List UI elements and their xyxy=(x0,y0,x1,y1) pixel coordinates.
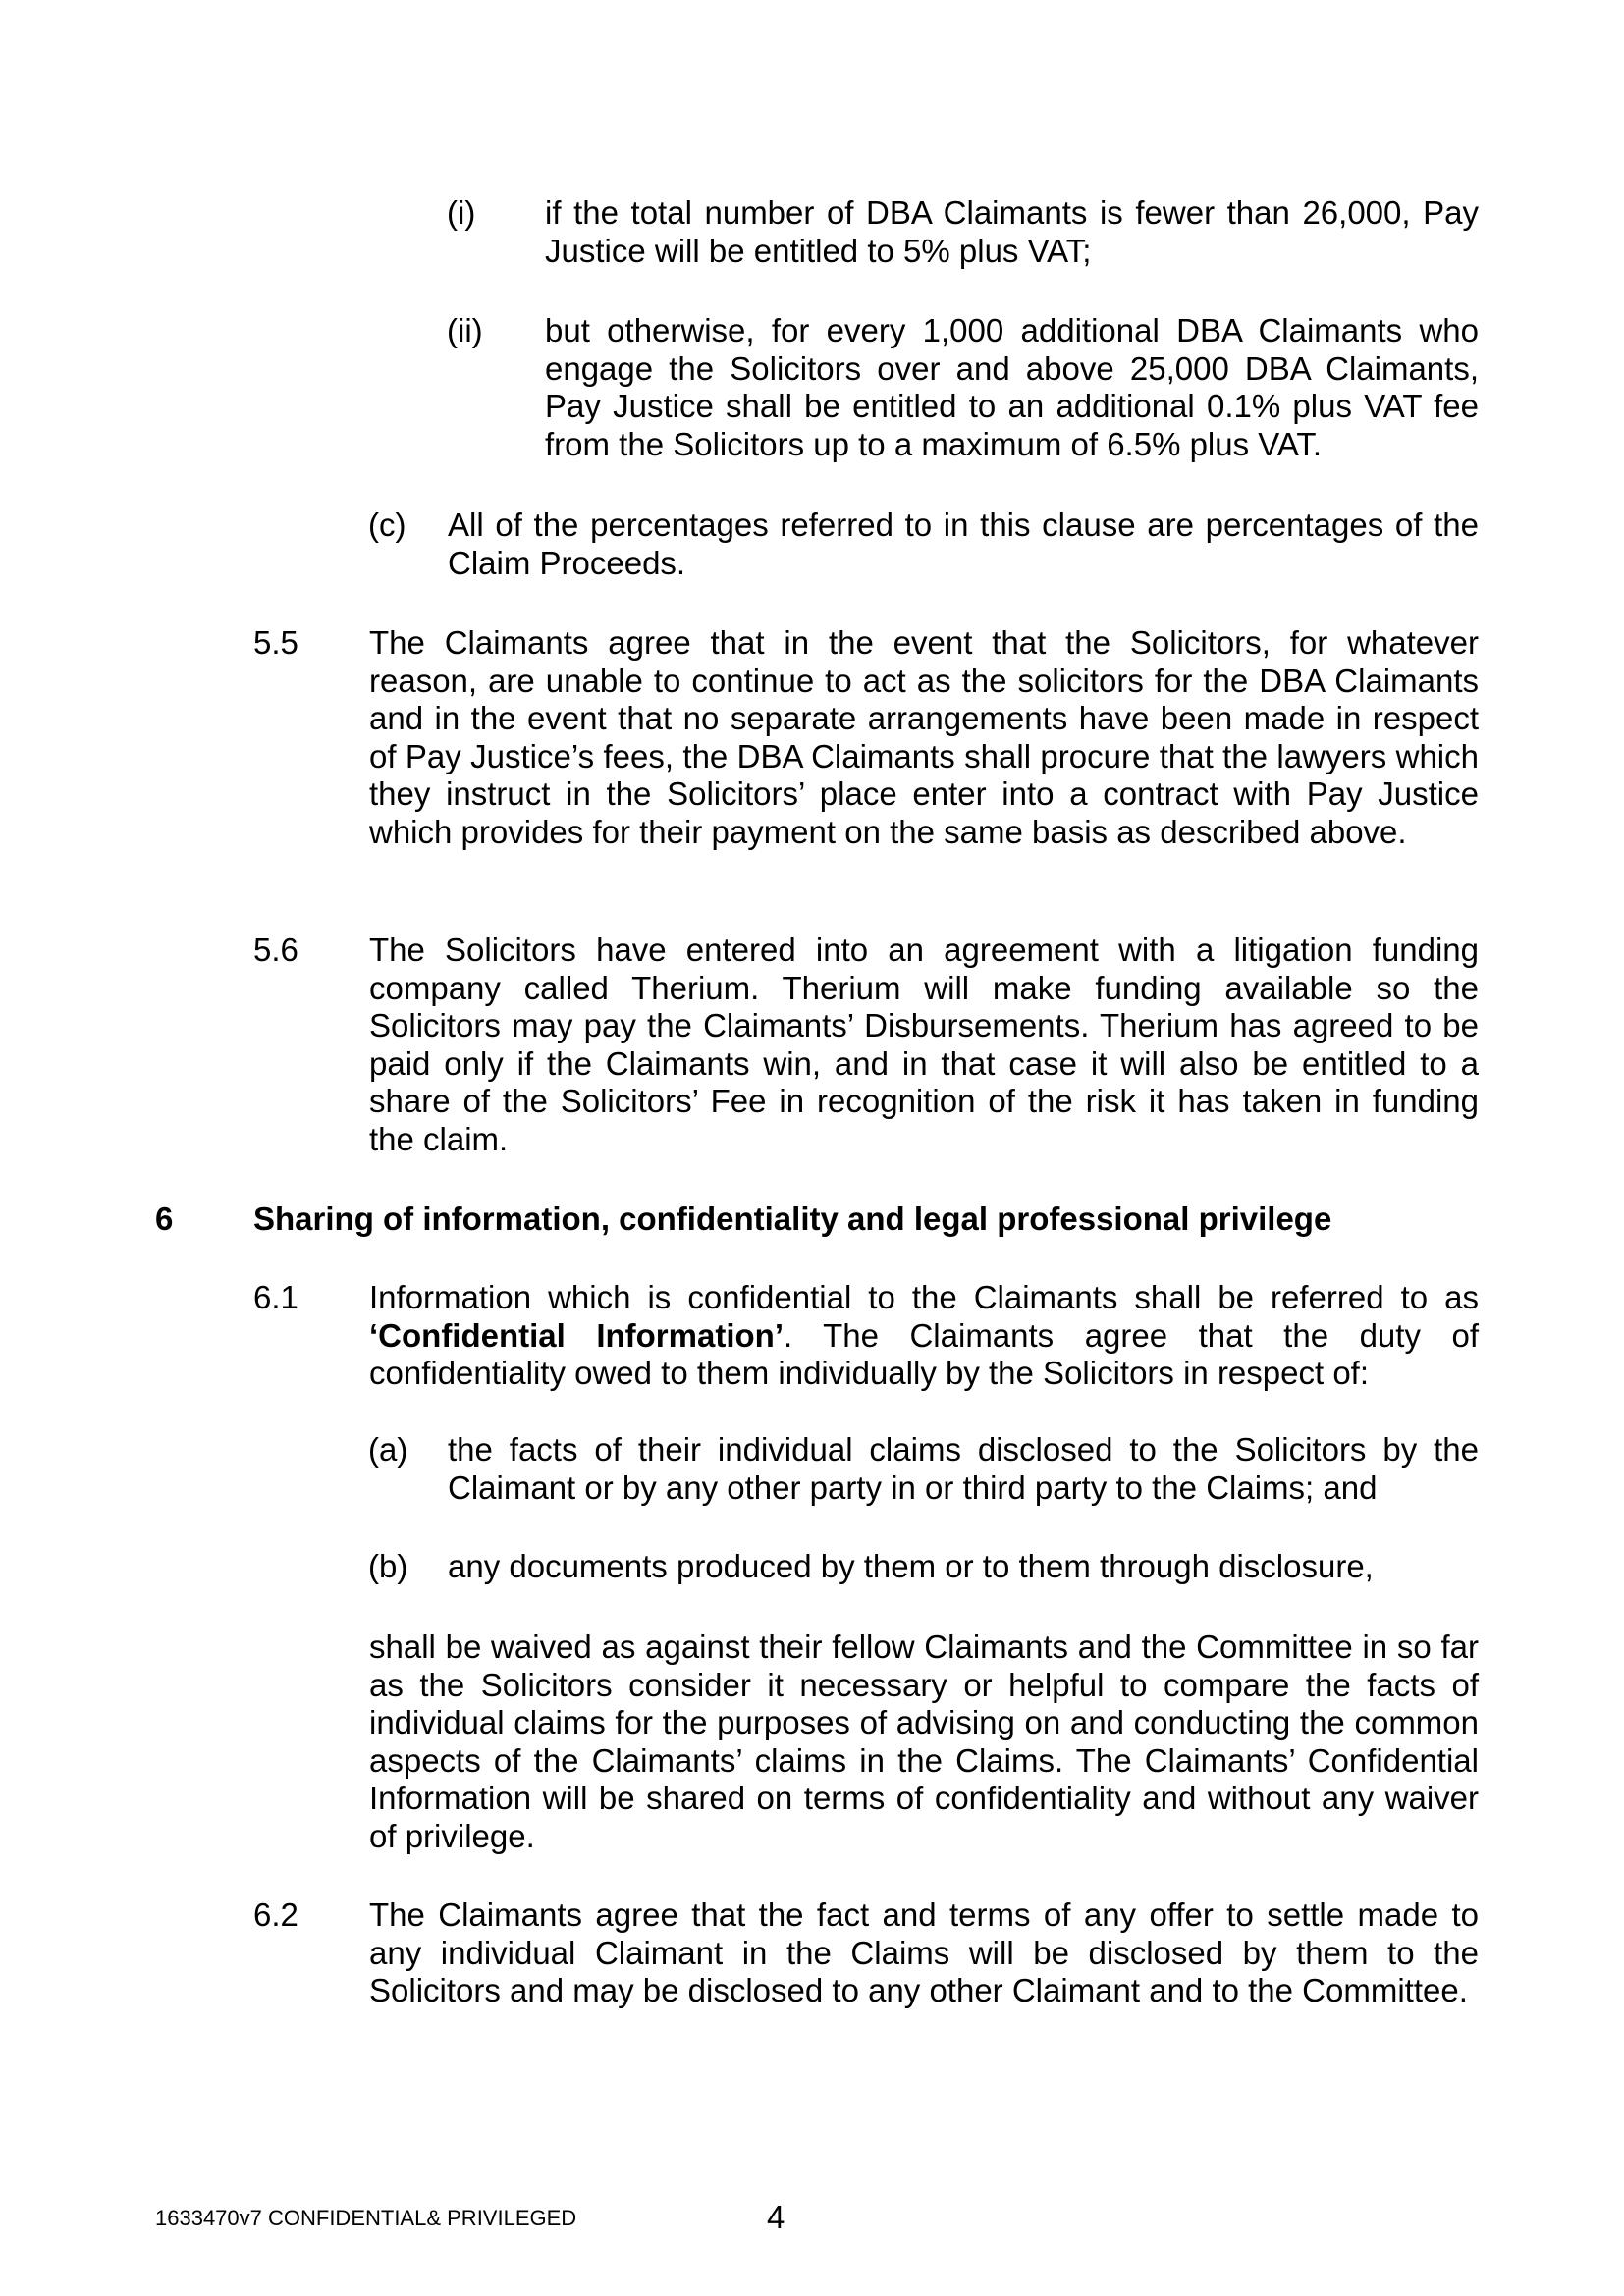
clause-6-1 xyxy=(369,1279,1479,1393)
clause-6-1-text-pre: Information which is confidential to the Claimants shall be referred to as xyxy=(369,1279,1479,1315)
clause-5-5: The Claimants agree that in the event that the Solicitors, for whatever reason, are unable to continue to act as the solicitors for the DBA Claimants and in the event that no separate arrangements have been made in respect of Pay Justice’s fees, the DBA Claimants shall procure that the lawyers which they instruct in the Solicitors’ place enter into a contract with Pay Justice which provides for their payment on the same basis as described above. xyxy=(369,624,1479,850)
section-number-6: 6 xyxy=(155,1201,174,1237)
clause-sub-ii: but otherwise, for every 1,000 additional DBA Claimants who engage the Solicitors over and above 25,000 DBA Claimants, Pay Justice shall be entitled to an additional 0.1% plus VAT fee from the Solicitors up to a maximum of 6.5% plus VAT. xyxy=(545,312,1479,462)
item-number-c: (c) xyxy=(368,507,406,543)
clause-number-6-2: 6.2 xyxy=(253,1896,298,1933)
clause-5-6: The Solicitors have entered into an agreement with a litigation funding company called Therium. Therium will make funding available so the Solicitors may pay the Claimants’ Disbursements. Therium has agreed to be paid only if the Claimants win, and in that case it will also be entitled to a share of the Solicitors’ Fee in recognition of the risk it has taken in funding the claim. xyxy=(369,932,1479,1157)
clause-sub-i: if the total number of DBA Claimants is fewer than 26,000, Pay Justice will be entitled to 5% plus VAT; xyxy=(545,194,1479,269)
clause-number-5-6: 5.6 xyxy=(253,932,298,968)
clause-6-2: The Claimants agree that the fact and terms of any offer to settle made to any individual Claimant in the Claims will be disclosed by them to the Solicitors and may be disclosed to any other Claimant and to the Committee. xyxy=(369,1896,1479,2008)
clause-sub-a: the facts of their individual claims disclosed to the Solicitors by the Claimant or by any other party in or third party to the Claims; and xyxy=(448,1431,1479,1506)
clause-sub-b: any documents produced by them or to them through disclosure, xyxy=(448,1548,1374,1584)
item-number-a: (a) xyxy=(368,1431,408,1468)
clause-number-5-5: 5.5 xyxy=(253,624,298,661)
waiver-paragraph: shall be waived as against their fellow Claimants and the Committee in so far as the Solicitors consider it necessary or helpful to compare the facts of individual claims for the purposes of advising on and conducting the common aspects of the Claimants’ claims in the Claims. The Claimants’ Confidential Information will be shared on terms of confidentiality and without any waiver of privilege. xyxy=(369,1629,1479,1854)
item-number-i: (i) xyxy=(447,194,476,231)
section-heading-6: Sharing of information, confidentiality and legal professional privilege xyxy=(253,1201,1332,1237)
clause-sub-c: All of the percentages referred to in this clause are percentages of the Claim Proceeds. xyxy=(448,507,1479,581)
clause-6-1-text-post: . The Claimants agree that the duty of confidentiality owed to them individually by the Solicitors in respect of: xyxy=(369,1316,1479,1391)
item-number-b: (b) xyxy=(368,1548,408,1584)
item-number-ii: (ii) xyxy=(447,312,483,348)
page-number: 4 xyxy=(767,2199,785,2235)
clause-number-6-1: 6.1 xyxy=(253,1279,298,1315)
defined-term-confidential-information: ‘Confidential Information’ xyxy=(369,1316,784,1354)
footer-doc-ref: 1633470v7 CONFIDENTIAL& PRIVILEGED xyxy=(155,2206,577,2230)
